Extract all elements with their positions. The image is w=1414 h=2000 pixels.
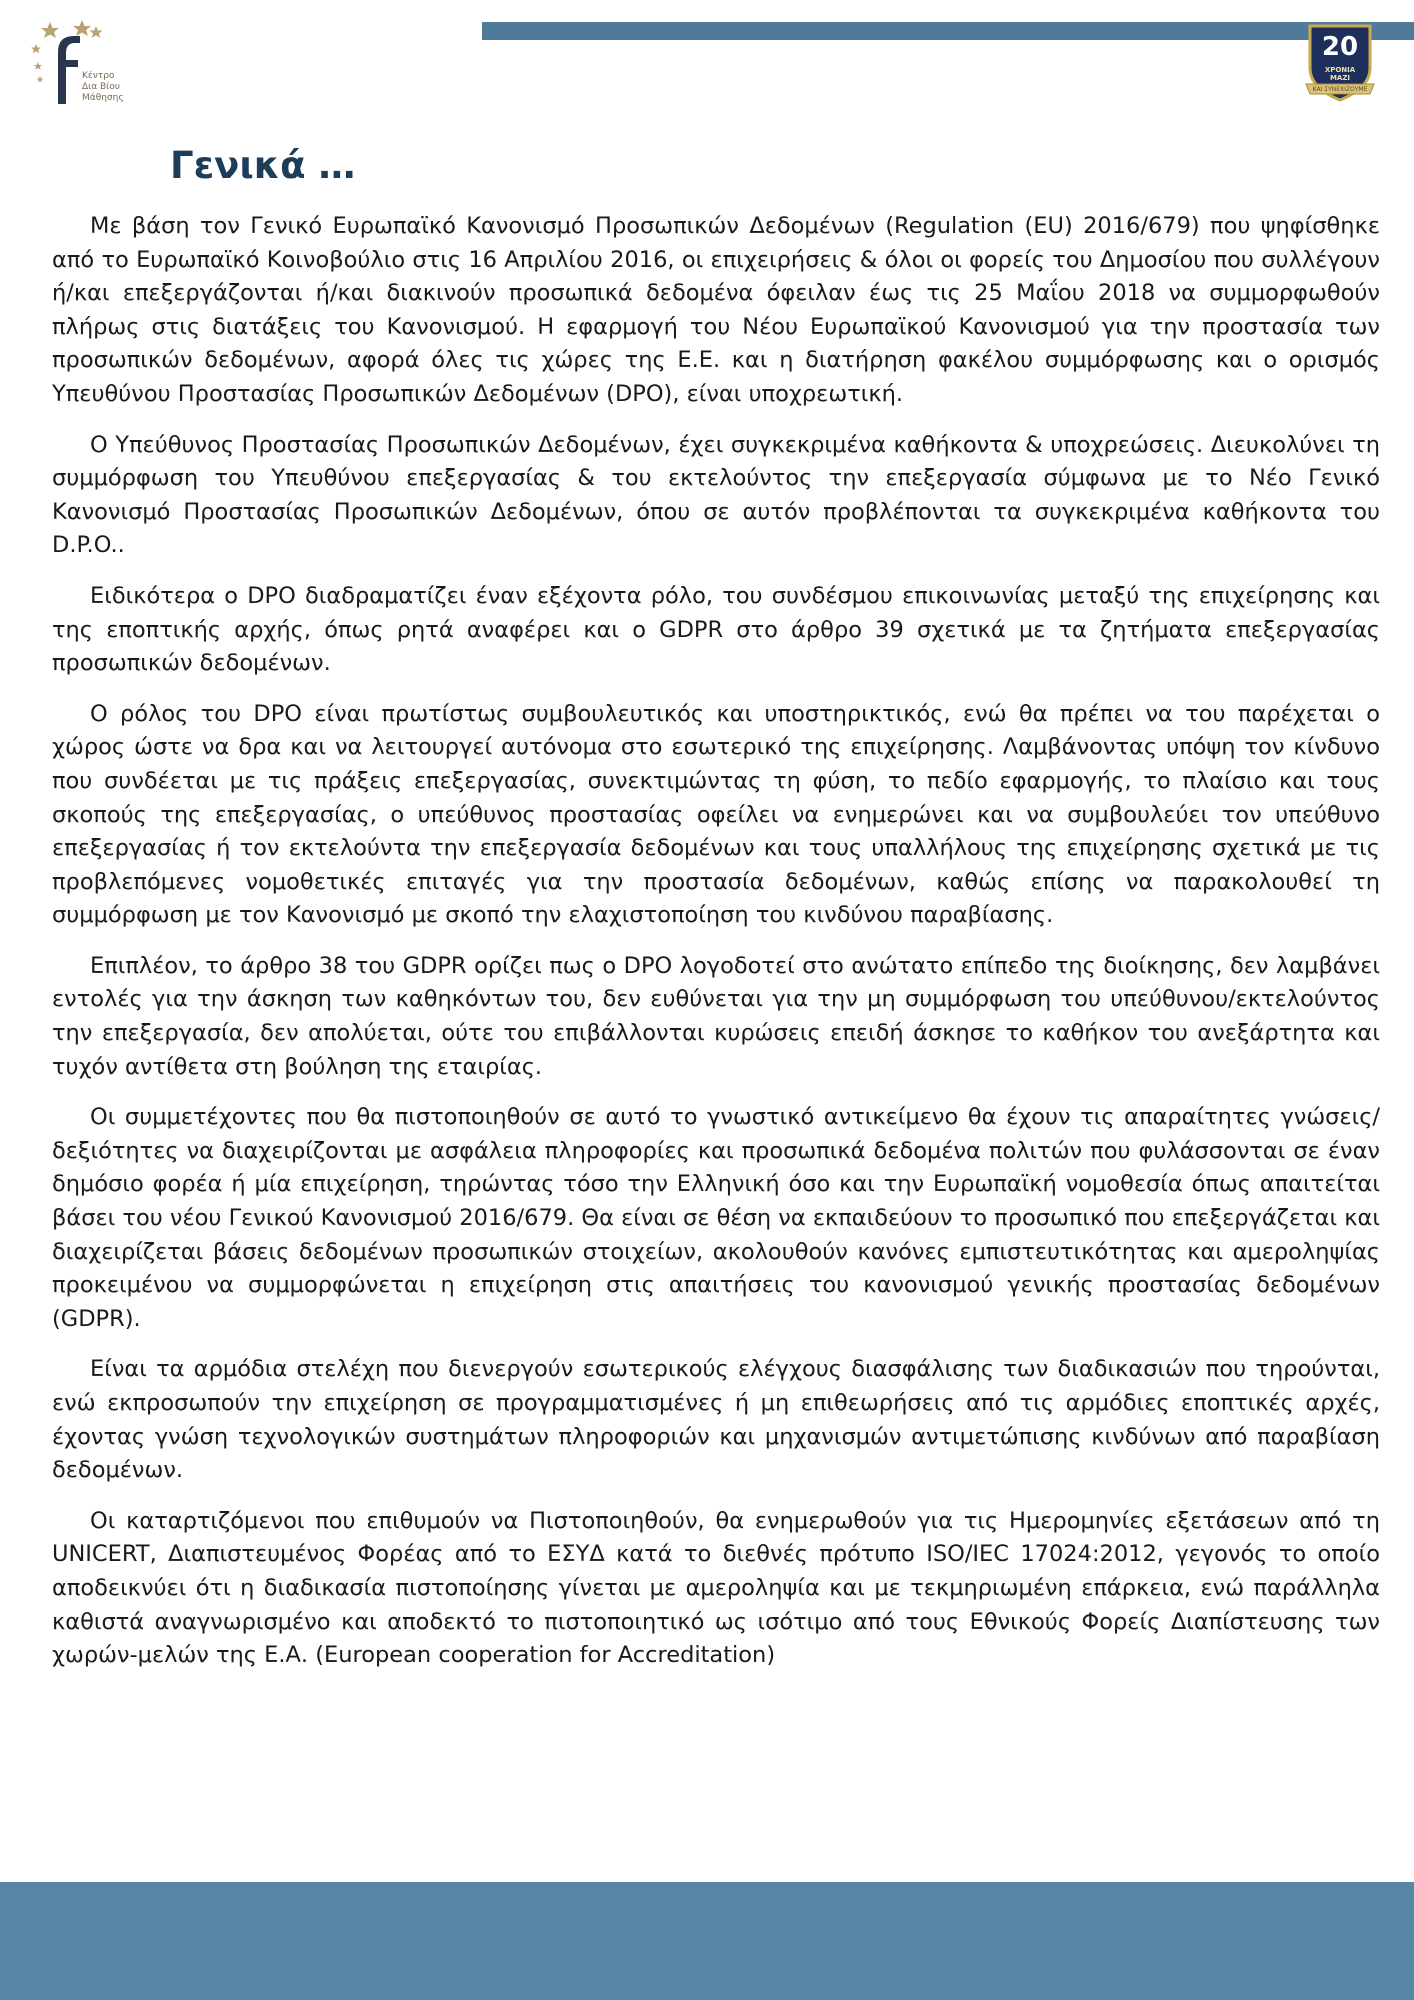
lifelong-learning-logo: [28, 18, 128, 110]
body-paragraph: Επιπλέον, το άρθρο 38 του GDPR ορίζει πως ο DPO λογοδοτεί στο ανώτατο επίπεδο της διοίκησης, δεν λαμβάνει εντολές για την άσκηση των καθηκόντων του, δεν ευθύνεται για την μη συμμόρφωση του υπεύθυνου/εκτελούντος την επεξεργασία, δεν απολύεται, ούτε του επιβάλλονται κυρώσεις επειδή άσκησε το καθήκον του ανεξάρτητα και τυχόν αντίθετα στη βούληση της εταιρίας.: [52, 952, 1380, 1080]
badge-text-line: ΧΡΟΝΙΑ: [1324, 66, 1356, 74]
header-accent-bar: [482, 22, 1414, 40]
document-body: [52, 210, 1380, 1690]
badge-number: 20: [1321, 32, 1359, 62]
logo-text-line: Κέντρο: [82, 71, 115, 81]
body-paragraph: Οι συμμετέχοντες που θα πιστοποιηθούν σε αυτό το γνωστικό αντικείμενο θα έχουν τις απαραίτητες γνώσεις/δεξιότητες να διαχειρίζονται με ασφάλεια πληροφορίες και προσωπικά δεδομένα πολιτών που φυλάσσονται σε έναν δημόσιο φορέα ή μία επιχείρηση, τηρώντας τόσο την Ελληνική όσο και την Ευρωπαϊκή νομοθεσία όπως απαιτείται βάσει του νέου Γενικού Κανονισμού 2016/679. Θα είναι σε θέση να εκπαιδεύουν το προσωπικό που επεξεργάζεται και διαχειρίζεται βάσεις δεδομένων προσωπικών στοιχείων, ακολουθούν κανόνες εμπιστευτικότητας και αμεροληψίας προκειμένου να συμμορφώνεται η επιχείρηση στις απαιτήσεις του κανονισμού γενικής προστασίας δεδομένων (GDPR).: [52, 1104, 1380, 1332]
body-paragraph: Ο ρόλος του DPO είναι πρωτίστως συμβουλευτικός και υποστηρικτικός, ενώ θα πρέπει να του παρέχεται ο χώρος ώστε να δρα και να λειτουργεί αυτόνομα στο εσωτερικό της επιχείρησης. Λαμβάνοντας υπόψη τον κίνδυνο που συνδέεται με τις πράξεις επεξεργασίας, συνεκτιμώντας τη φύση, το πεδίο εφαρμογής, το πλαίσιο και τους σκοπούς της επεξεργασίας, ο υπεύθυνος προστασίας οφείλει να ενημερώνει και να συμβουλεύει τον υπεύθυνο επεξεργασίας ή τον εκτελούντα την επεξεργασία δεδομένων και τους υπαλλήλους της επιχείρησης σχετικά με τις προβλεπόμενες νομοθετικές επιταγές για την προστασία δεδομένων, καθώς επίσης να παρακολουθεί τη συμμόρφωση με τον Κανονισμό με σκοπό την ελαχιστοποίηση του κινδύνου παραβίασης.: [52, 700, 1380, 929]
badge-text-line: ΜΑΖΙ: [1329, 74, 1351, 82]
logo-text-line: Δια Βίου: [82, 82, 120, 92]
body-paragraph: Ειδικότερα ο DPO διαδραματίζει έναν εξέχοντα ρόλο, του συνδέσμου επικοινωνίας μεταξύ της επιχείρησης και της εποπτικής αρχής, όπως ρητά αναφέρει και ο GDPR στο άρθρο 39 σχετικά με τα ζητήματα επεξεργασίας προσωπικών δεδομένων.: [52, 582, 1380, 677]
body-paragraph: Οι καταρτιζόμενοι που επιθυμούν να Πιστοποιηθούν, θα ενημερωθούν για τις Ημερομηνίες εξετάσεων από τη UNICERT, Διαπιστευμένος Φορέας από το ΕΣΥΔ κατά το διεθνές πρότυπο ISO/IEC 17024:2012, γεγονός το οποίο αποδεικνύει ότι η διαδικασία πιστοποίησης γίνεται με αμεροληψία και με τεκμηριωμένη επάρκεια, ενώ παράλληλα καθιστά αναγνωρισμένο και αποδεκτό το πιστοποιητικό ως ισότιμο από τους Εθνικούς Φορείς Διαπίστευσης των χωρών-μελών της Ε.Α. (European cooperation for Accreditation): [52, 1507, 1380, 1669]
body-paragraph: Με βάση τον Γενικό Ευρωπαϊκό Κανονισμό Προσωπικών Δεδομένων (Regulation (EU) 2016/679) που ψηφίσθηκε από το Ευρωπαϊκό Κοινοβούλιο στις 16 Απριλίου 2016, οι επιχειρήσεις & όλοι οι φορείς του Δημοσίου που συλλέγουν ή/και επεξεργάζονται ή/και διακινούν προσωπικά δεδομένα όφειλαν έως τις 25 Μαΐου 2018 να συμμορφωθούν πλήρως στις διατάξεις του Κανονισμού. Η εφαρμογή του Νέου Ευρωπαϊκού Κανονισμού για την προστασία των προσωπικών δεδομένων, αφορά όλες τις χώρες της Ε.Ε. και η διατήρηση φακέλου συμμόρφωσης και ο ορισμός Υπευθύνου Προστασίας Προσωπικών Δεδομένων (DPO), είναι υποχρεωτική.: [52, 213, 1380, 407]
body-paragraph: Είναι τα αρμόδια στελέχη που διενεργούν εσωτερικούς ελέγχους διασφάλισης των διαδικασιών που τηρούνται, ενώ εκπροσωπούν την επιχείρηση σε προγραμματισμένες ή μη επιθεωρήσεις από τις αρμόδιες εποπτικές αρχές, έχοντας γνώση τεχνολογικών συστημάτων πληροφοριών και μηχανισμών αντιμετώπισης κινδύνων από παραβίαση δεδομένων.: [52, 1356, 1380, 1484]
footer-band: [0, 1882, 1414, 2000]
page-heading: Γενικά …: [170, 144, 356, 187]
body-paragraph: Ο Υπεύθυνος Προστασίας Προσωπικών Δεδομένων, έχει συγκεκριμένα καθήκοντα & υποχρεώσεις. Διευκολύνει τη συμμόρφωση του Υπευθύνου επεξεργασίας & του εκτελούντος την επεξεργασία σύμφωνα με το Νέο Γενικό Κανονισμό Προστασίας Προσωπικών Δεδομένων, όπου σε αυτόν προβλέπονται τα συγκεκριμένα καθήκοντα του D.P.O..: [52, 431, 1380, 559]
logo-text-line: Μάθησης: [82, 93, 124, 103]
anniversary-badge-logo: [1304, 22, 1376, 104]
badge-ribbon-text: ΚΑΙ ΣΥΝΕΧΙΖΟΥΜΕ: [1312, 86, 1368, 93]
